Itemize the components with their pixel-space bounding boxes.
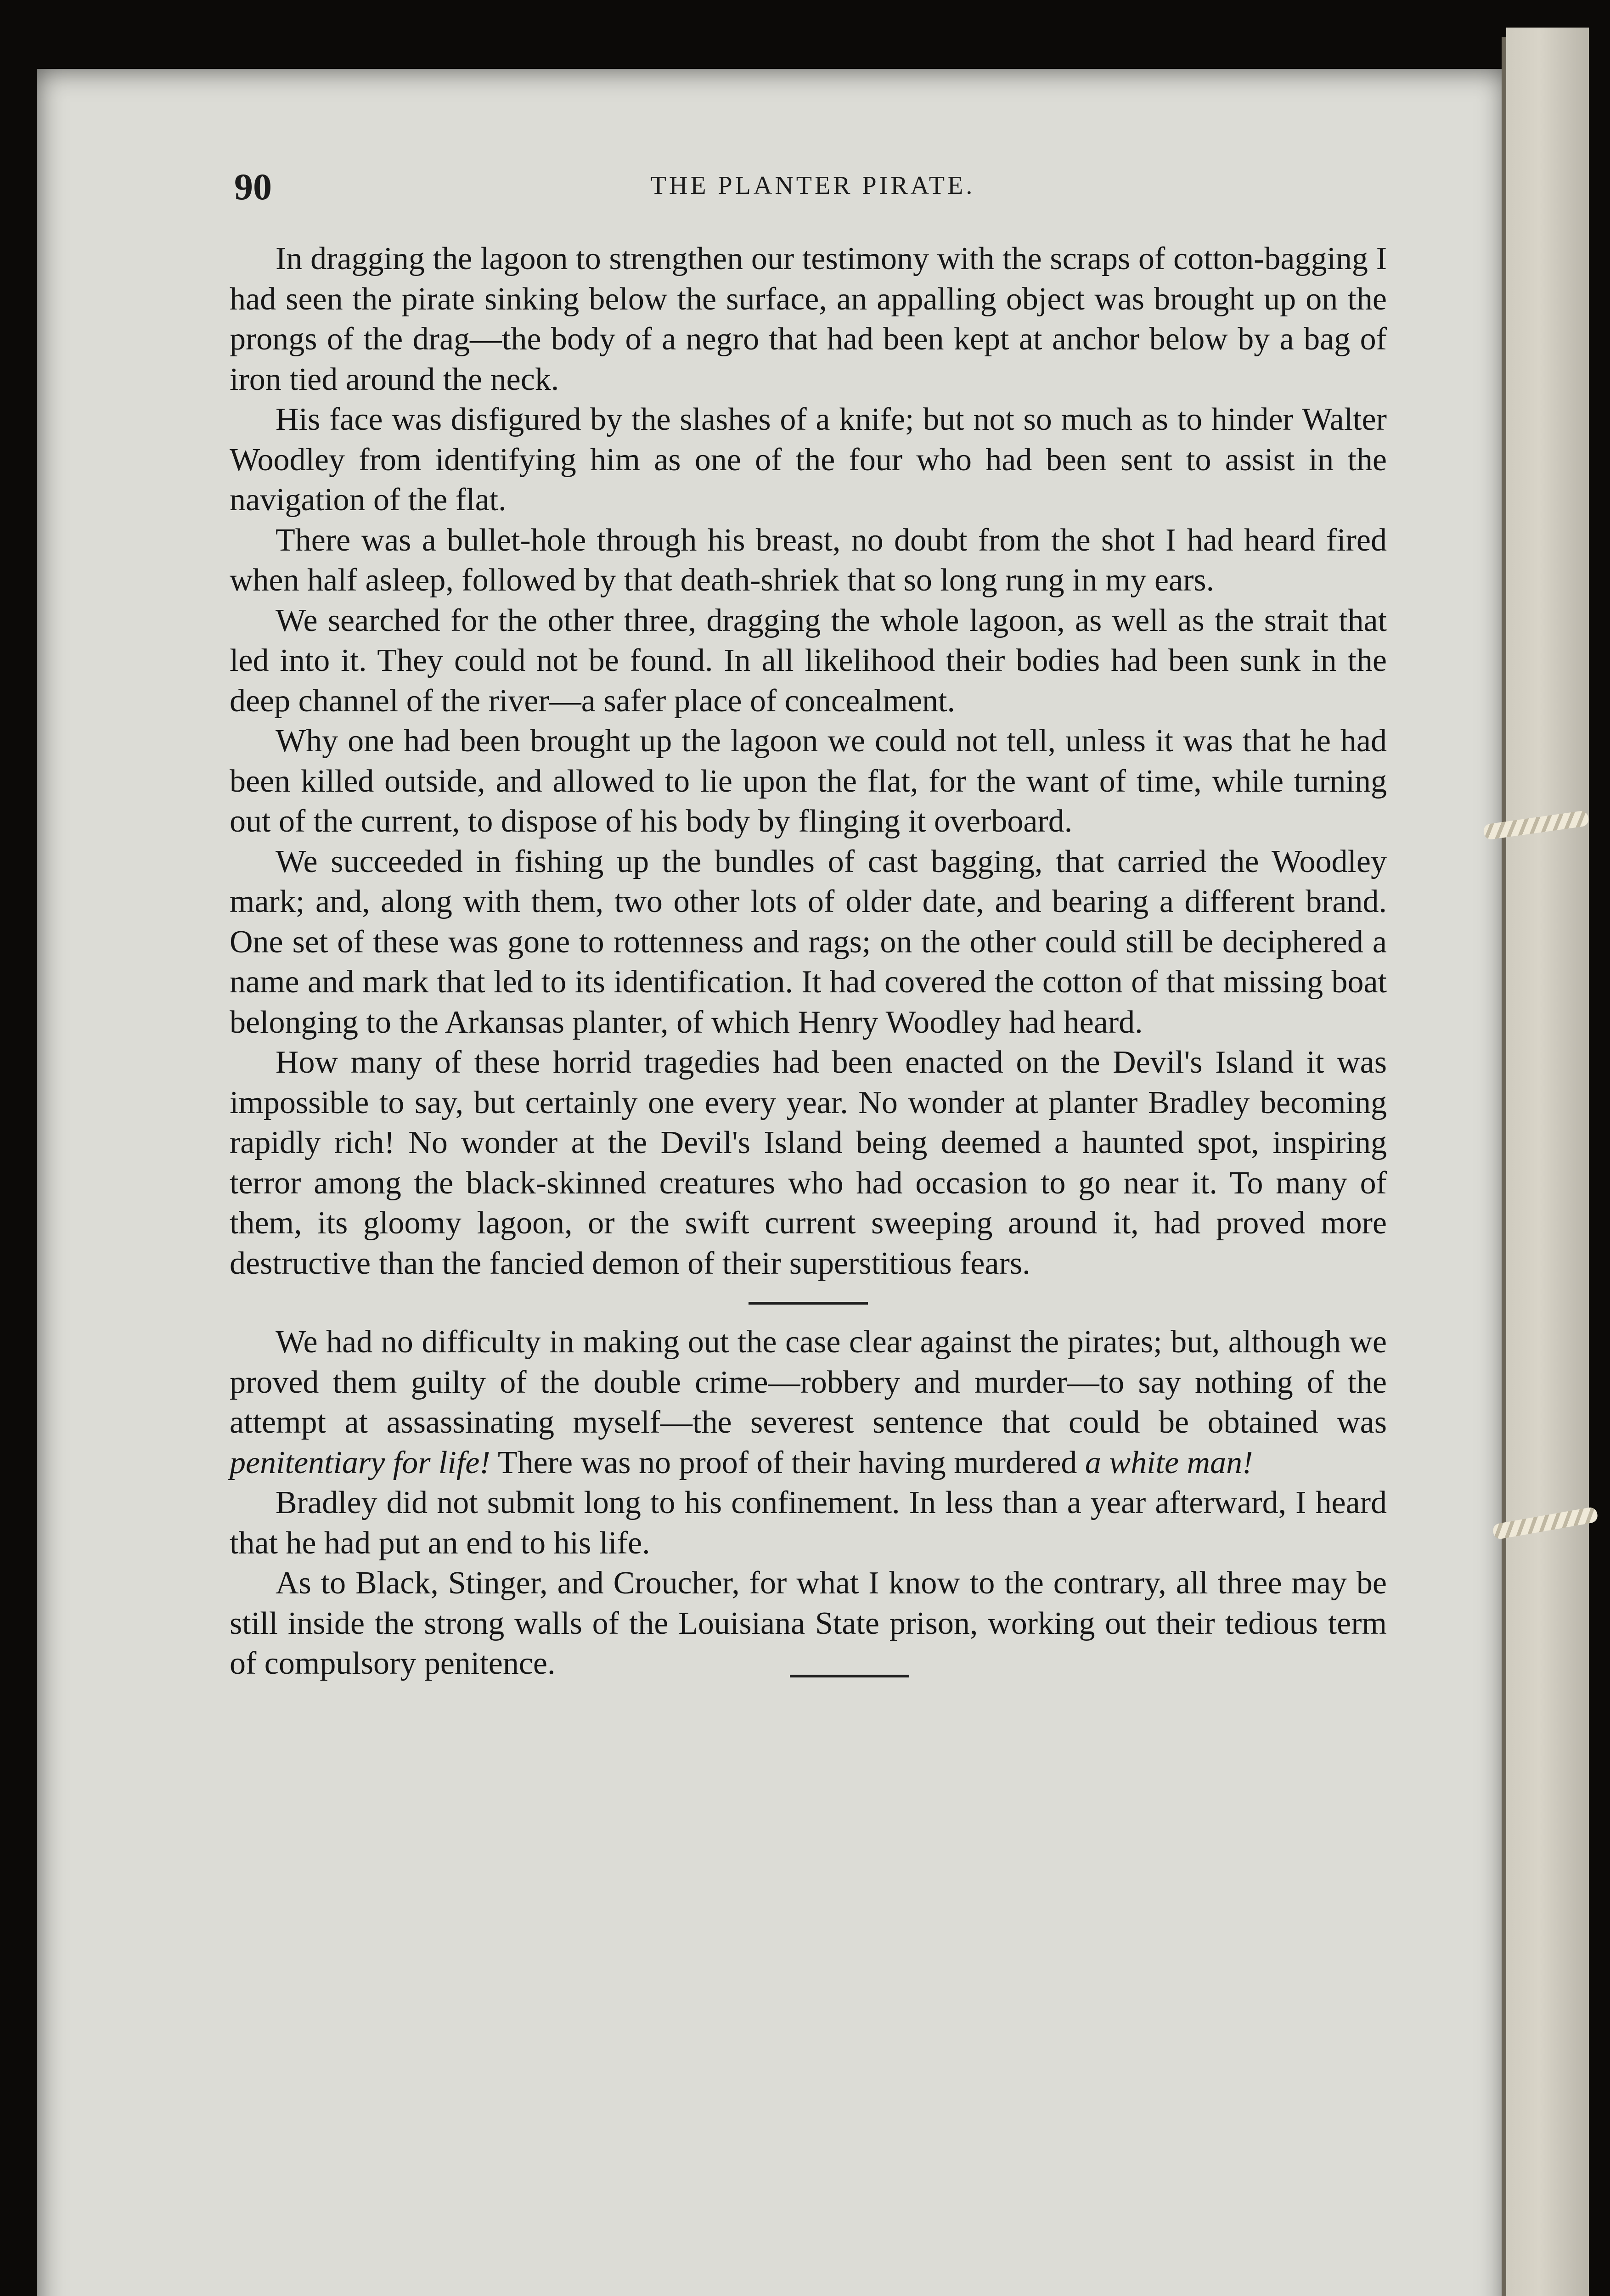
running-title: THE PLANTER PIRATE.	[650, 171, 975, 200]
body-text	[230, 239, 1387, 1681]
italic-phrase: a white man!	[1085, 1445, 1253, 1480]
facing-page-edge	[1506, 28, 1589, 2296]
paragraph: Bradley did not submit long to his confinement. In less than a year afterward, I heard that he had put an end to his life.	[230, 1485, 1387, 1561]
paragraph: Why one had been brought up the lagoon we could not tell, unless it was that he had been killed outside, and allowed to lie upon the flat, for the want of time, while turning out of the current, to dispose of his body by flinging it overboard.	[230, 723, 1387, 839]
paragraph	[230, 1322, 1387, 1483]
paragraph: We succeeded in fishing up the bundles of cast bagging, that carried the Woodley mark; and, along with them, two other lots of older date, and bearing a different brand. One set of these was gone to rottenness and rags; on the other could still be deciphered a name and mark that led to its identification. It had covered the cotton of that missing boat belonging to the Arkansas planter, of which Henry Woodley had heard.	[230, 844, 1387, 1040]
paragraph: As to Black, Stinger, and Croucher, for what I know to the contrary, all three may be still inside the strong walls of the Louisiana State prison, working out their tedious term of compulsory penitence.	[230, 1565, 1387, 1681]
paragraph: We searched for the other three, dragging the whole lagoon, as well as the strait that led into it. They could not be found. In all likelihood their bodies had been sunk in the deep channel of the river—a safer place of concealment.	[230, 602, 1387, 719]
page-number: 90	[234, 166, 272, 208]
section-divider	[749, 1302, 868, 1305]
end-divider	[790, 1675, 909, 1677]
paragraph: His face was disfigured by the slashes of a knife; but not so much as to hinder Walter Woodley from identifying him as one of the four who had been sent to assist in the navigation of the flat.	[230, 402, 1387, 518]
paragraph: In dragging the lagoon to strengthen our testimony with the scraps of cotton-bagging I had seen the pirate sinking below the surface, an appalling object was brought up on the prongs of the drag—the body of a negro that had been kept at anchor below by a bag of iron tied around the neck.	[230, 241, 1387, 397]
paragraph-text: There was no proof of their having murdered	[490, 1445, 1085, 1480]
italic-phrase: penitentiary for life!	[230, 1445, 490, 1480]
paragraph: How many of these horrid tragedies had been enacted on the Devil's Island it was impossible to say, but certainly one every year. No wonder at planter Bradley becoming rapidly rich! No wonder at the Devil's Island being deemed a haunted spot, inspiring terror among the black-skinned creatures who had occasion to go near it. To many of them, its gloomy lagoon, or the swift current sweeping around it, had proved more destructive than the fancied demon of their superstitious fears.	[230, 1045, 1387, 1281]
page-header	[234, 165, 1391, 216]
paragraph-text: We had no difficulty in making out the case clear against the pirates; but, although we proved them guilty of the double crime—robbery and murder—to say nothing of the attempt at assassinating myself—the severest sentence that could be obtained was	[230, 1324, 1387, 1440]
paragraph: There was a bullet-hole through his breast, no doubt from the shot I had heard fired when half asleep, followed by that death-shriek that so long rung in my ears.	[230, 522, 1387, 598]
